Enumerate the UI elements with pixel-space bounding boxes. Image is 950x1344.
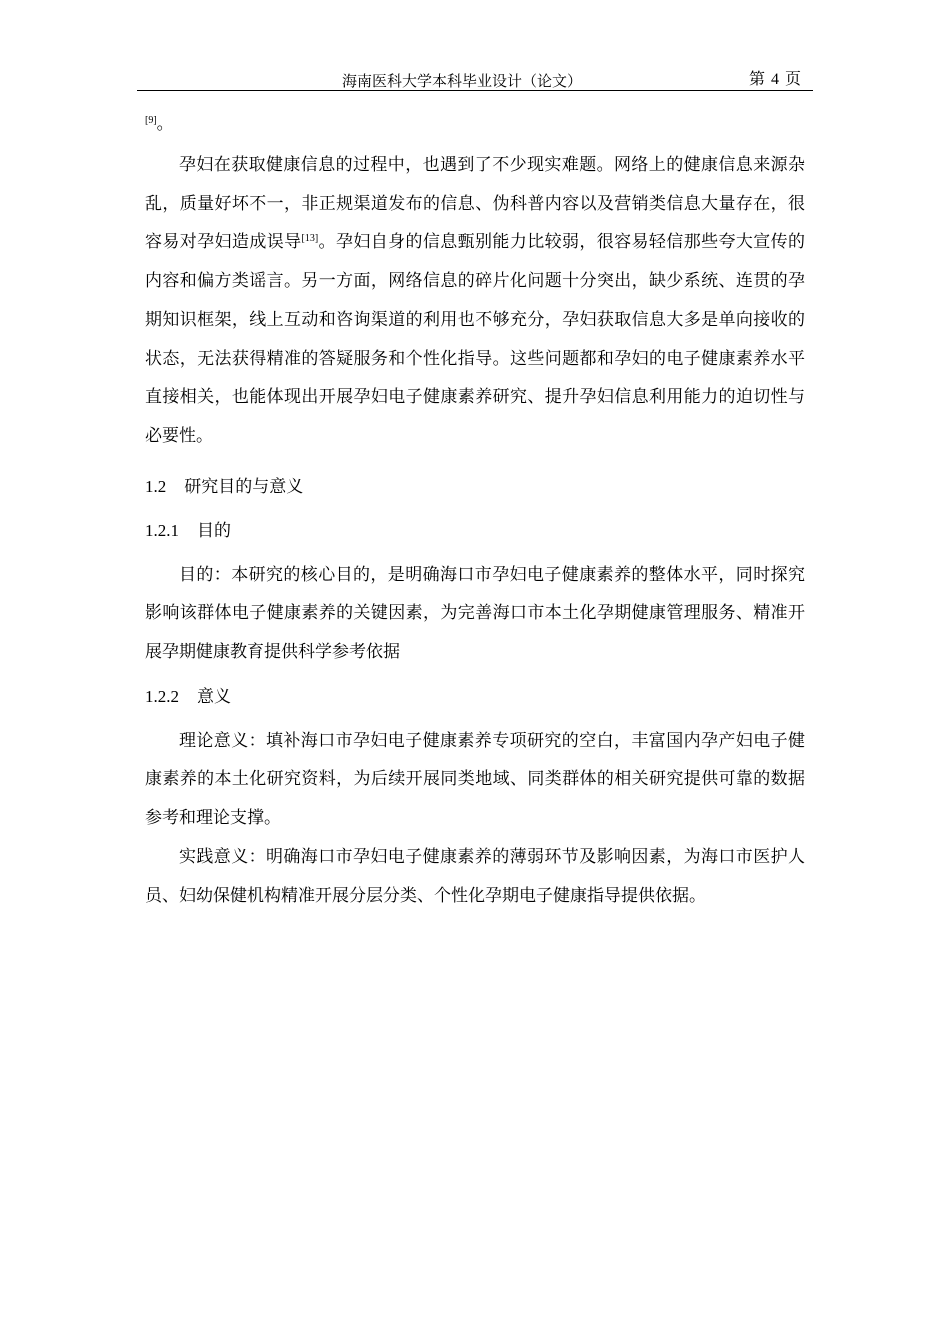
citation-ref: [9] — [145, 115, 157, 126]
continuation-line — [145, 112, 805, 136]
page-prefix: 第 — [748, 69, 765, 88]
paragraph-theoretical-significance: 理论意义：填补海口市孕妇电子健康素养专项研究的空白，丰富国内孕产妇电子健康素养的本土化研究资料，为后续开展同类地域、同类群体的相关研究提供可靠的数据参考和理论支撑。 — [145, 730, 805, 829]
page-body — [145, 112, 805, 915]
section-number: 1.2 — [145, 476, 167, 496]
section-title: 目的 — [197, 520, 231, 541]
header-page-number — [749, 66, 801, 89]
section-heading-1-2-2 — [145, 678, 805, 716]
section-number: 1.2.1 — [145, 520, 179, 540]
page-suffix: 页 — [784, 69, 801, 88]
section-number: 1.2.2 — [145, 686, 179, 706]
citation-ref: [13] — [301, 233, 319, 245]
section-heading-1-2-1 — [145, 512, 805, 550]
paragraph-purpose: 目的：本研究的核心目的，是明确海口市孕妇电子健康素养的整体水平，同时探究影响该群体电子健康素养的关键因素，为完善海口市本土化孕期健康管理服务、精准开展孕期健康教育提供科学参考依据 — [145, 564, 805, 663]
paragraph-text: 。孕妇自身的信息甄别能力比较弱，很容易轻信那些夸大宣传的内容和偏方类谣言。另一方面，网络信息的碎片化问题十分突出，缺少系统、连贯的孕期知识框架，线上互动和咨询渠道的利用也不够充分，孕妇获取信息大多是单向接收的状态，无法获得精准的答疑服务和个性化指导。这些问题都和孕妇的电子健康素养水平直接相关，也能体现出开展孕妇电子健康素养研究、提升孕妇信息利用能力的迫切性与必要性。 — [145, 232, 806, 446]
section-title: 研究目的与意义 — [184, 476, 304, 497]
paragraph-practical-significance: 实践意义：明确海口市孕妇电子健康素养的薄弱环节及影响因素，为海口市医护人员、妇幼保健机构精准开展分层分类、个性化孕期电子健康指导提供依据。 — [145, 846, 805, 906]
paragraph-challenges — [145, 146, 805, 456]
page-header — [137, 66, 813, 91]
section-heading-1-2 — [145, 468, 805, 506]
continuation-text: 。 — [156, 114, 174, 134]
paragraph-text: 孕妇在获取健康信息的过程中，也遇到了不少现实难题。网络上的健康信息来源杂乱，质量好坏不一，非正规渠道发布的信息、伪科普内容以及营销类信息大量存在，很容易对孕妇造成误导 — [145, 155, 805, 253]
page-number: 4 — [770, 71, 779, 88]
header-title: 海南医科大学本科毕业设计（论文） — [342, 72, 583, 90]
section-title: 意义 — [197, 686, 231, 707]
